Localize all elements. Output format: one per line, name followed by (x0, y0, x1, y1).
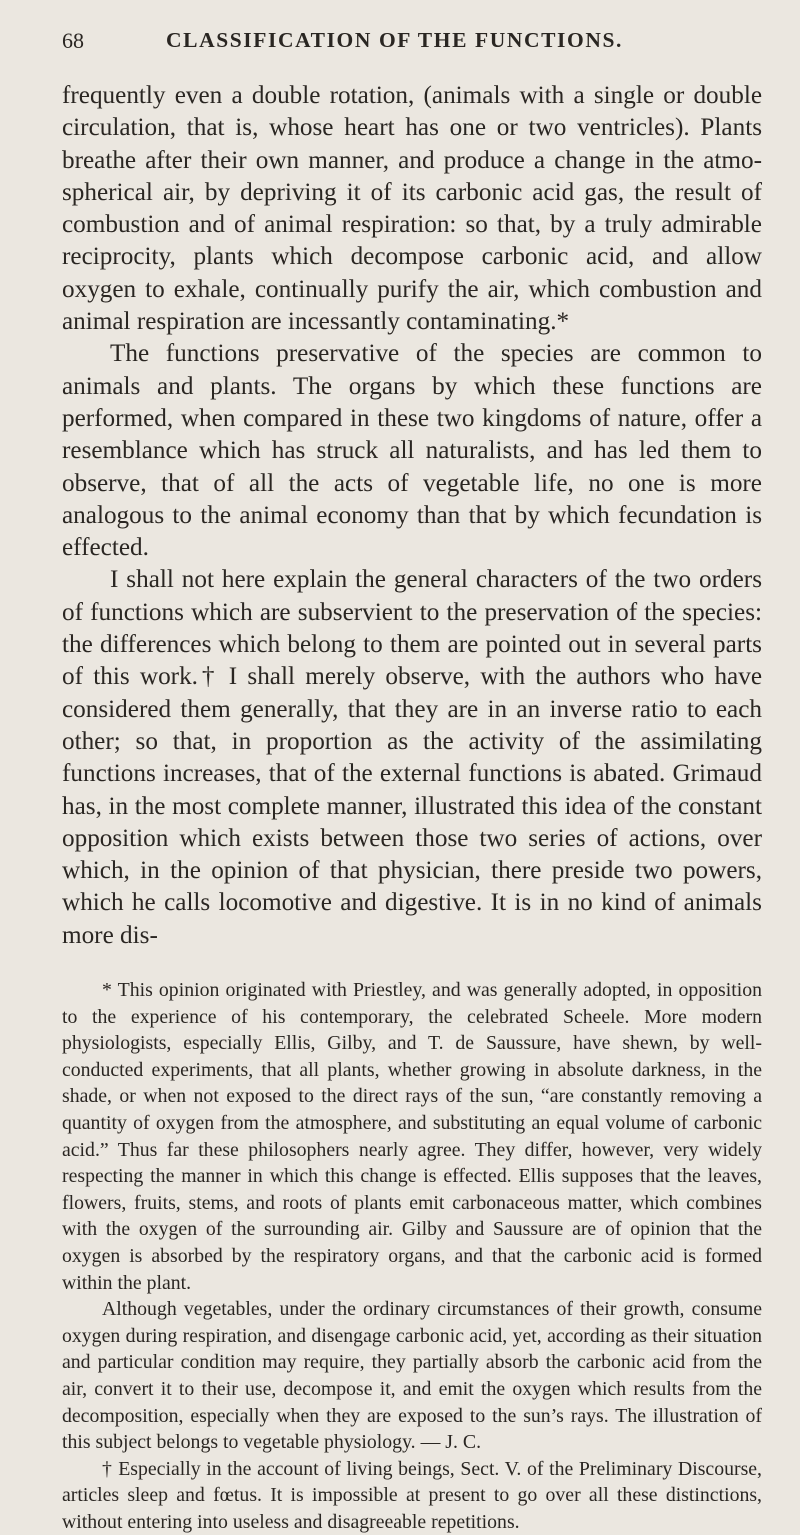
footnote-preliminary-discourse: † Especially in the account of living beings, Sect. V. of the Preliminary Discourse, articles sleep and fœtus. It is impossible at present to go over all these distinctions, without entering into useless and disagreeable repetitions. (62, 1457, 762, 1533)
page-number: 68 (62, 28, 84, 53)
running-head: CLASSIFICATION OF THE FUNCTIONS. (166, 28, 623, 52)
body-paragraph-1: frequently even a double rotation, (animals with a single or double circulation, that is, whose heart has one or two ventricles). Plants breathe after their own manner, and produce a change in the atmospherical air, by depriving it of its carbonic acid gas, the result of combustion and of animal respiration: so that, by a truly admirable reciprocity, plants which decompose carbonic acid, and allow oxygen to exhale, continually purify the air, which combustion and animal respiration are incessantly contaminating.* (62, 82, 762, 336)
body-text (62, 80, 762, 952)
body-paragraph-2: The functions preservative of the species are common to animals and plants. The organs by which these functions are performed, when compared in these two kingdoms of nature, offer a resemblance which has struck all naturalists, and has led them to observe, that of all the acts of vegetable life, no one is more analogous to the animal economy than that by which fecundation is effected. (62, 340, 762, 562)
footnote-priestley-continued: Although vegetables, under the ordinary circumstances of their growth, consume oxygen during respiration, and disengage carbonic acid, yet, according as their situation and particular condition may require, they partially absorb the carbonic acid from the air, convert it to their use, decompose it, and emit the oxygen which results from the decomposition, especially when they are exposed to the sun’s rays. The illustration of this subject belongs to vegetable physiology. — J. C. (62, 1298, 762, 1454)
footnote-priestley: * This opinion originated with Priestley, and was generally adopted, in opposition to the experience of his contemporary, the celebrated Scheele. More modern physiologists, especially Ellis, Gilby, and T. de Saussure, have shewn, by well-conducted experiments, that all plants, whether growing in absolute darkness, in the shade, or when not exposed to the direct rays of the sun, “are constantly removing a quantity of oxygen from the atmosphere, and substituting an equal volume of carbonic acid.” Thus far these philosophers nearly agree. They differ, however, very widely respecting the manner in which this change is effected. Ellis supposes that the leaves, flowers, fruits, stems, and roots of plants emit carbonaceous matter, which combines with the oxygen of the surrounding air. Gilby and Saussure are of opinion that the oxygen is absorbed by the respiratory organs, and that the carbonic acid is formed within the plant. (62, 979, 762, 1294)
page-header (62, 28, 762, 80)
footnotes (62, 977, 762, 1535)
body-paragraph-3: I shall not here explain the general characters of the two orders of functions which are subservient to the preservation of the species: the differences which belong to them are pointed out in several parts of this work.† I shall merely observe, with the authors who have considered them generally, that they are in an inverse ratio to each other; so that, in proportion as the activity of the assimilating functions increases, that of the external functions is abated. Grimaud has, in the most complete manner, illustrated this idea of the constant opposition which exists between those two series of actions, over which, in the opinion of that physician, there preside two powers, which he calls locomotive and digestive. It is in no kind of animals more dis- (62, 566, 762, 949)
